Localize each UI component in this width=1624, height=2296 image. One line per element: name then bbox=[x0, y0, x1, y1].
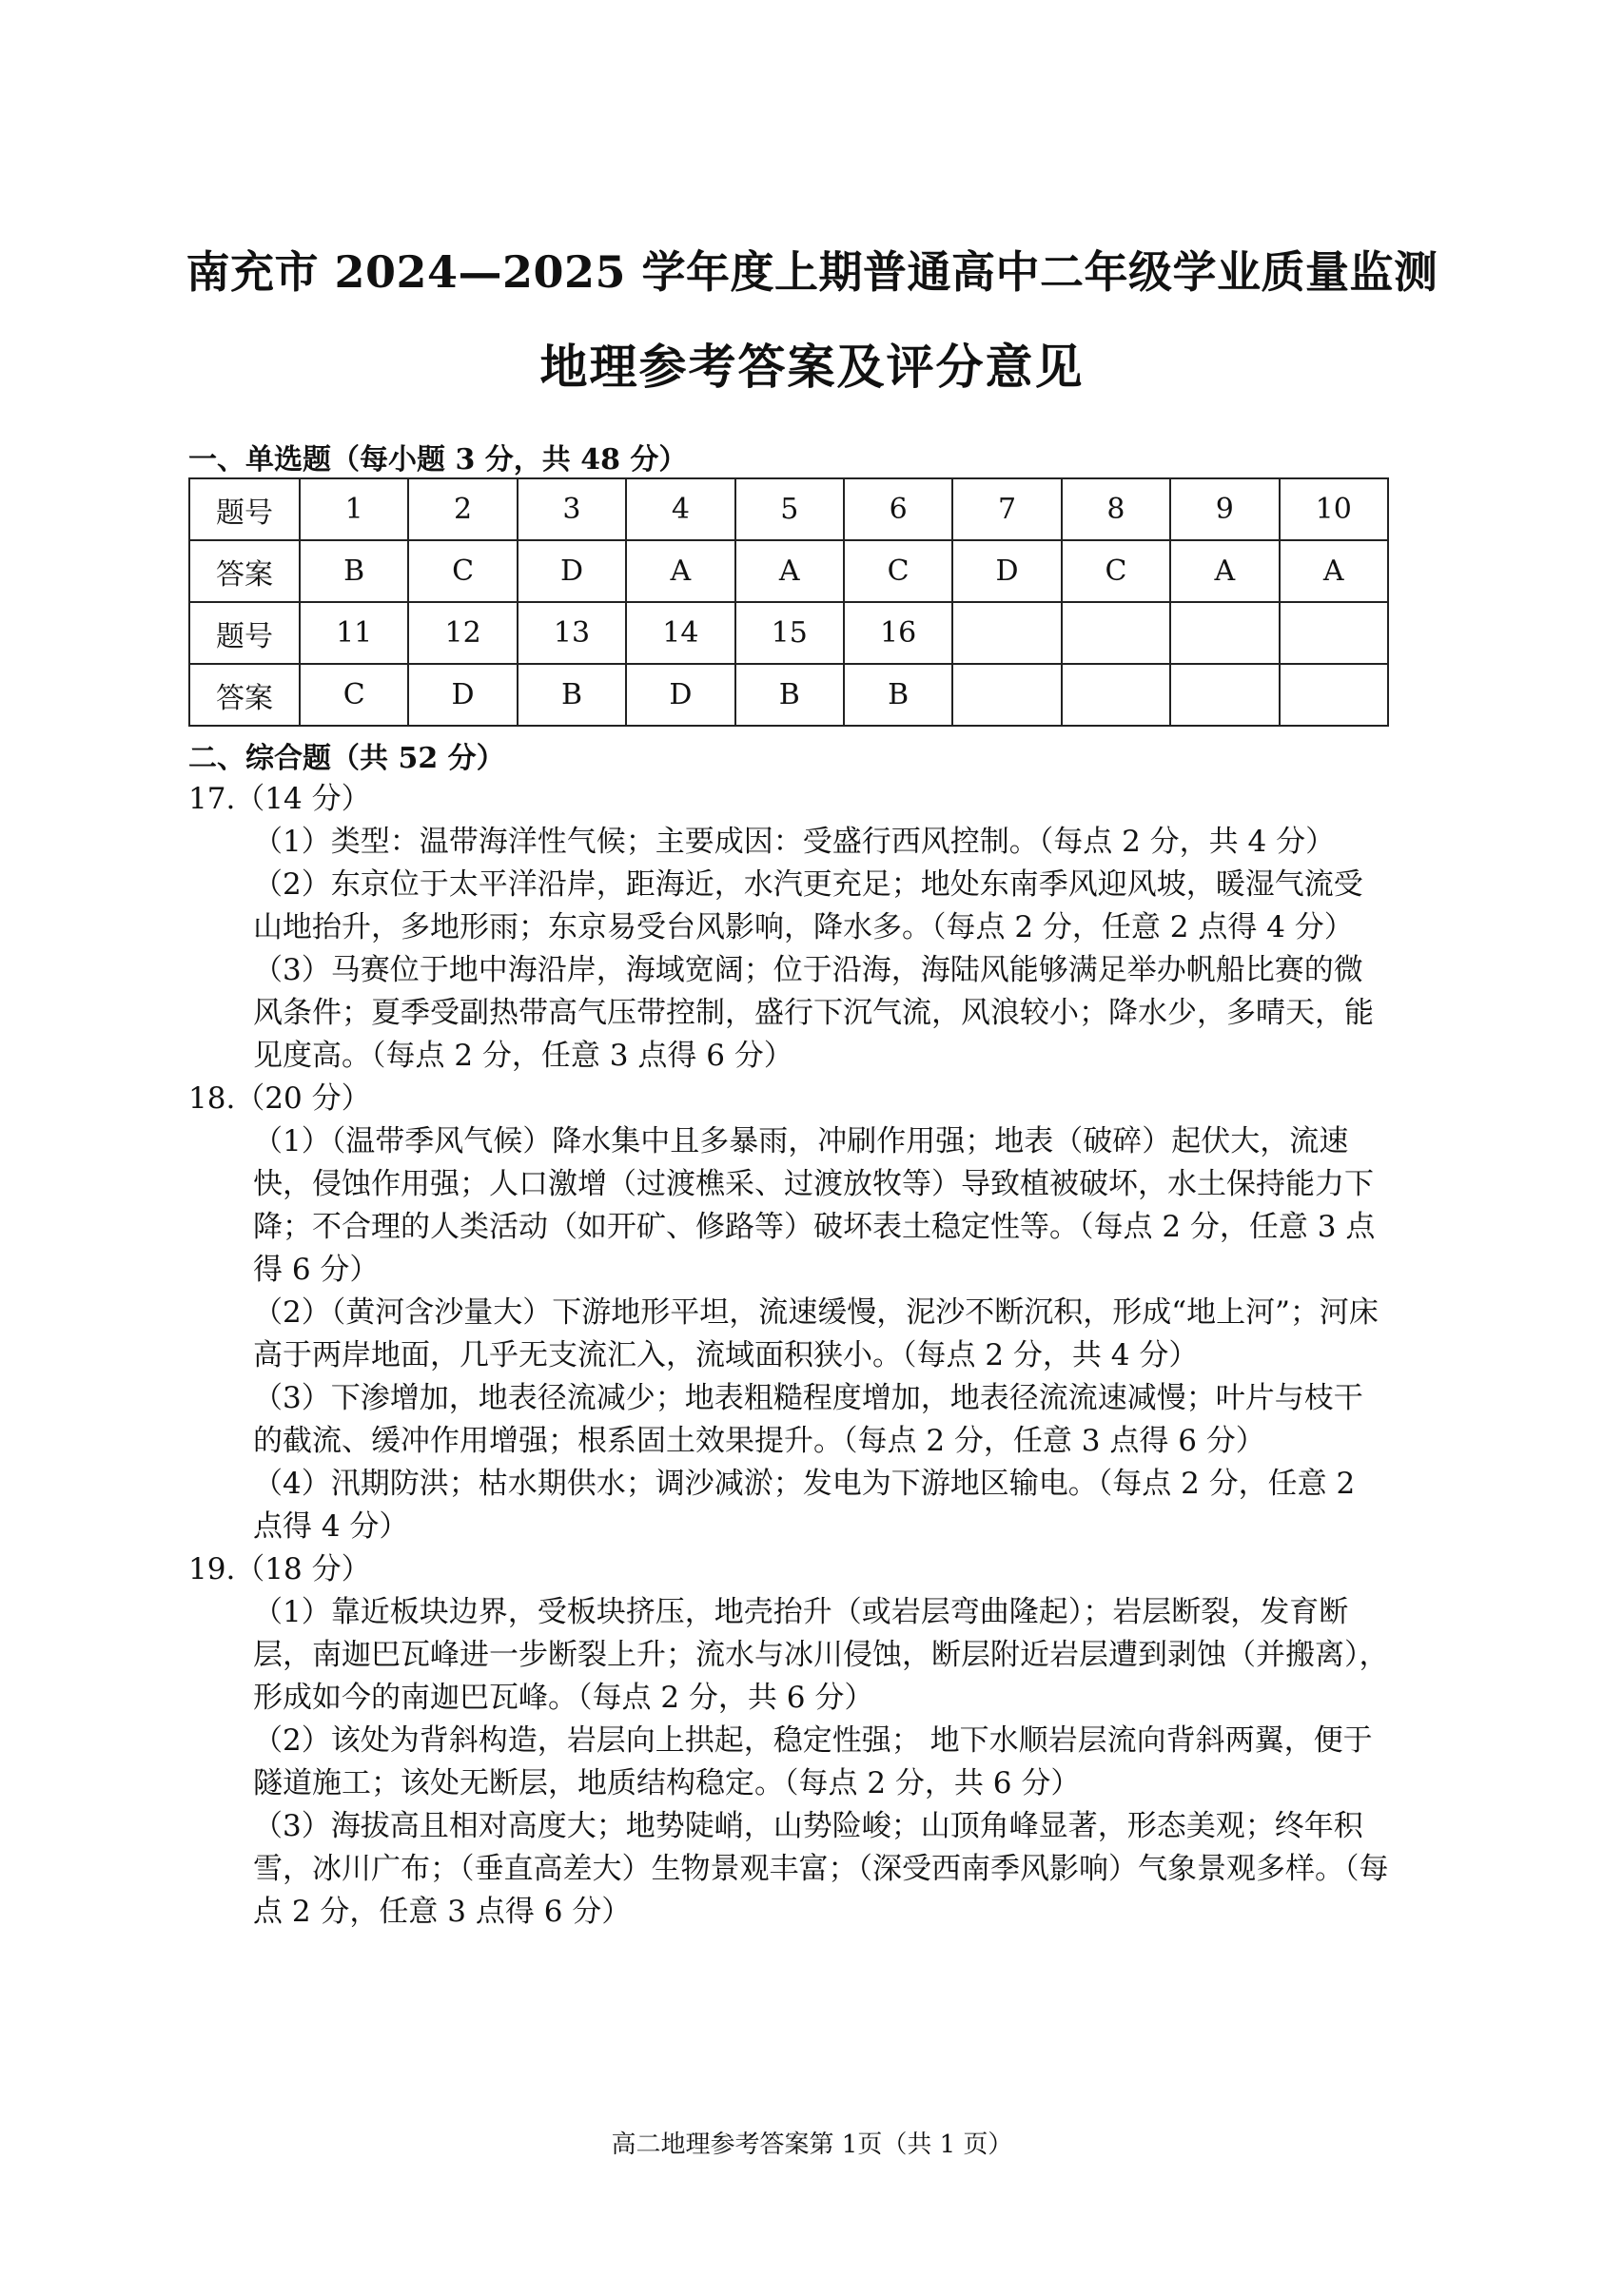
table-row-answers bbox=[189, 664, 1388, 726]
question-18-part-2: （2）（黄河含沙量大）下游地形平坦，流速缓慢，泥沙不断沉积，形成“地上河”；河床高于两岸地面，几乎无支流汇入，流域面积狭小。（每点 2 分，共 4 分） bbox=[253, 1295, 1379, 1372]
table-cell bbox=[952, 664, 1061, 726]
comprehensive-answers bbox=[188, 778, 1389, 1934]
table-cell: B bbox=[518, 664, 626, 726]
question-17-part-3: （3）马赛位于地中海沿岸，海域宽阔；位于沿海，海陆风能够满足举办帆船比赛的微风条件；夏季受副热带高气压带控制，盛行下沉气流，风浪较小；降水少，多晴天，能见度高。（每点 2 分，任意 3 点得 6 分） bbox=[253, 953, 1374, 1073]
table-cell: C bbox=[300, 664, 408, 726]
question-19-part-3: （3）海拔高且相对高度大；地势陡峭，山势险峻；山顶角峰显著，形态美观；终年积雪，冰川广布；（垂直高差大）生物景观丰富；（深受西南季风影响）气象景观多样。（每点 2 分，任意 3 点得 6 分） bbox=[253, 1809, 1389, 1929]
table-cell: 2 bbox=[408, 478, 517, 540]
question-18-part-3: （3）下渗增加，地表径流减少；地表粗糙程度增加，地表径流流速减慢；叶片与枝干的截流、缓冲作用增强；根系固土效果提升。（每点 2 分，任意 3 点得 6 分） bbox=[253, 1381, 1363, 1458]
table-cell: B bbox=[844, 664, 952, 726]
table-cell: D bbox=[952, 540, 1061, 602]
table-cell: C bbox=[1062, 540, 1170, 602]
table-cell: 11 bbox=[300, 602, 408, 664]
table-cell: D bbox=[626, 664, 734, 726]
row-label-answer: 答案 bbox=[189, 540, 300, 602]
question-19-part-1: （1）靠近板块边界，受板块挤压，地壳抬升（或岩层弯曲隆起）；岩层断裂，发育断层，南迦巴瓦峰进一步断裂上升；流水与冰川侵蚀，断层附近岩层遭到剥蚀（并搬离），形成如今的南迦巴瓦峰。（每点 2 分，共 6 分） bbox=[253, 1595, 1389, 1715]
table-cell bbox=[1062, 664, 1170, 726]
table-cell: 14 bbox=[626, 602, 734, 664]
table-cell bbox=[1170, 664, 1279, 726]
section-heading-comprehensive: 二、综合题（共 52 分） bbox=[188, 742, 505, 775]
table-cell: 1 bbox=[300, 478, 408, 540]
table-cell: 8 bbox=[1062, 478, 1170, 540]
table-cell bbox=[952, 602, 1061, 664]
table-cell: 13 bbox=[518, 602, 626, 664]
table-cell: 3 bbox=[518, 478, 626, 540]
table-cell: A bbox=[1280, 540, 1388, 602]
answer-table bbox=[188, 477, 1389, 727]
page-footer: 高二地理参考答案第 1页（共 1 页） bbox=[611, 2131, 1013, 2159]
table-row-numbers bbox=[189, 478, 1388, 540]
row-label-answer: 答案 bbox=[189, 664, 300, 726]
table-cell bbox=[1170, 602, 1279, 664]
table-cell: A bbox=[626, 540, 734, 602]
table-cell: C bbox=[844, 540, 952, 602]
table-cell: C bbox=[408, 540, 517, 602]
table-cell: 4 bbox=[626, 478, 734, 540]
table-cell: 10 bbox=[1280, 478, 1388, 540]
table-cell: 16 bbox=[844, 602, 952, 664]
row-label-number: 题号 bbox=[189, 478, 300, 540]
table-cell: B bbox=[300, 540, 408, 602]
table-cell: 12 bbox=[408, 602, 517, 664]
table-cell: D bbox=[408, 664, 517, 726]
table-cell: 6 bbox=[844, 478, 952, 540]
question-19-heading: 19.（18 分） bbox=[188, 1552, 371, 1586]
table-cell: 9 bbox=[1170, 478, 1279, 540]
table-cell bbox=[1062, 602, 1170, 664]
table-row-numbers bbox=[189, 602, 1388, 664]
table-cell: 15 bbox=[735, 602, 844, 664]
question-18-part-4: （4）汛期防洪；枯水期供水；调沙减淤；发电为下游地区输电。（每点 2 分，任意 2 点得 4 分） bbox=[253, 1467, 1356, 1544]
question-17-heading: 17.（14 分） bbox=[188, 782, 371, 816]
table-cell bbox=[1280, 602, 1388, 664]
table-cell: B bbox=[735, 664, 844, 726]
table-cell: 5 bbox=[735, 478, 844, 540]
question-17-part-2: （2）东京位于太平洋沿岸，距海近，水汽更充足；地处东南季风迎风坡，暖湿气流受山地抬升，多地形雨；东京易受台风影响，降水多。（每点 2 分，任意 2 点得 4 分） bbox=[253, 867, 1363, 944]
section-heading-single-choice: 一、单选题（每小题 3 分，共 48 分） bbox=[188, 443, 688, 477]
table-row-answers bbox=[189, 540, 1388, 602]
question-18-heading: 18.（20 分） bbox=[188, 1081, 371, 1116]
question-17-part-1: （1）类型：温带海洋性气候；主要成因：受盛行西风控制。（每点 2 分，共 4 分） bbox=[253, 825, 1336, 859]
table-cell: A bbox=[735, 540, 844, 602]
table-cell bbox=[1280, 664, 1388, 726]
question-19-part-2: （2）该处为背斜构造，岩层向上拱起，稳定性强； 地下水顺岩层流向背斜两翼，便于隧道施工；该处无断层，地质结构稳定。（每点 2 分，共 6 分） bbox=[253, 1723, 1373, 1800]
document-title: 南充市 2024—2025 学年度上期普通高中二年级学业质量监测 bbox=[186, 246, 1438, 298]
table-cell: A bbox=[1170, 540, 1279, 602]
question-18-part-1: （1）（温带季风气候）降水集中且多暴雨，冲刷作用强；地表（破碎）起伏大，流速快，侵蚀作用强；人口激增（过渡樵采、过渡放牧等）导致植被破坏，水土保持能力下降；不合理的人类活动（如开矿、修路等）破坏表土稳定性等。（每点 2 分，任意 3 点得 6 分） bbox=[253, 1124, 1376, 1287]
table-cell: 7 bbox=[952, 478, 1061, 540]
table-cell: D bbox=[518, 540, 626, 602]
document-subtitle: 地理参考答案及评分意见 bbox=[539, 339, 1085, 395]
row-label-number: 题号 bbox=[189, 602, 300, 664]
